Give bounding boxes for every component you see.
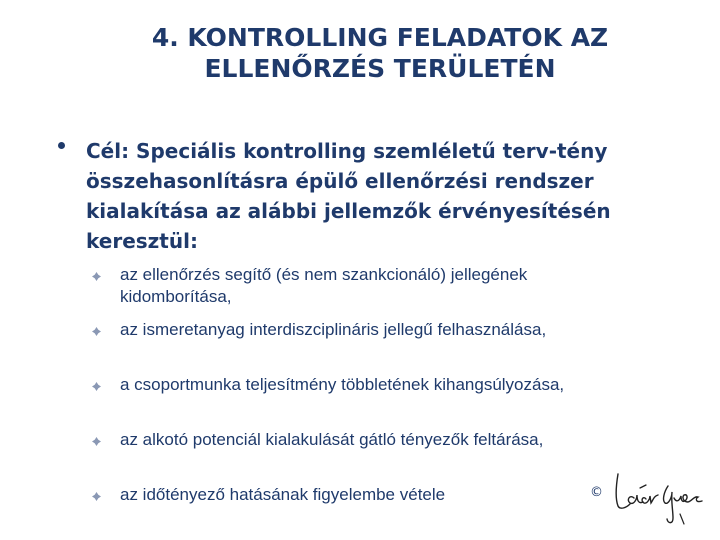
diamond-bullet-icon xyxy=(92,492,101,501)
sub-bullet-item xyxy=(92,429,612,451)
sub-bullet-text: a csoportmunka teljesítmény többletének kihangsúlyozása, xyxy=(120,375,565,394)
handwritten-signature xyxy=(610,468,710,526)
main-bullet-point xyxy=(62,136,682,256)
title-line-1: 4. KONTROLLING FELADATOK AZ xyxy=(151,23,609,52)
sub-bullet-text: az ellenőrzés segítő (és nem szankcionáló) jellegének kidomborítása, xyxy=(120,265,528,306)
sub-bullet-text: az alkotó potenciál kialakulását gátló tényezők feltárása, xyxy=(120,430,544,449)
copyright-symbol: © xyxy=(590,485,603,500)
sub-bullet-item xyxy=(92,319,612,341)
sub-bullet-item xyxy=(92,264,612,308)
slide-title xyxy=(20,22,720,84)
diamond-bullet-icon xyxy=(92,382,101,391)
diamond-bullet-icon xyxy=(92,272,101,281)
main-bullet-text: Cél: Speciális kontrolling szemléletű terv-tény összehasonlításra épülő ellenőrzési rendszer kialakítása az alábbi jellemzők érvényesítésén keresztül: xyxy=(86,139,611,253)
sub-bullet-item xyxy=(92,484,612,506)
diamond-bullet-icon xyxy=(92,437,101,446)
title-line-2: ELLENŐRZÉS TERÜLETÉN xyxy=(204,54,556,83)
sub-bullet-item xyxy=(92,374,612,396)
main-bullet-icon xyxy=(58,142,65,149)
sub-bullet-text: az ismeretanyag interdiszciplináris jellegű felhasználása, xyxy=(120,320,547,339)
sub-bullet-text: az időtényező hatásának figyelembe vétele xyxy=(120,485,446,504)
diamond-bullet-icon xyxy=(92,327,101,336)
